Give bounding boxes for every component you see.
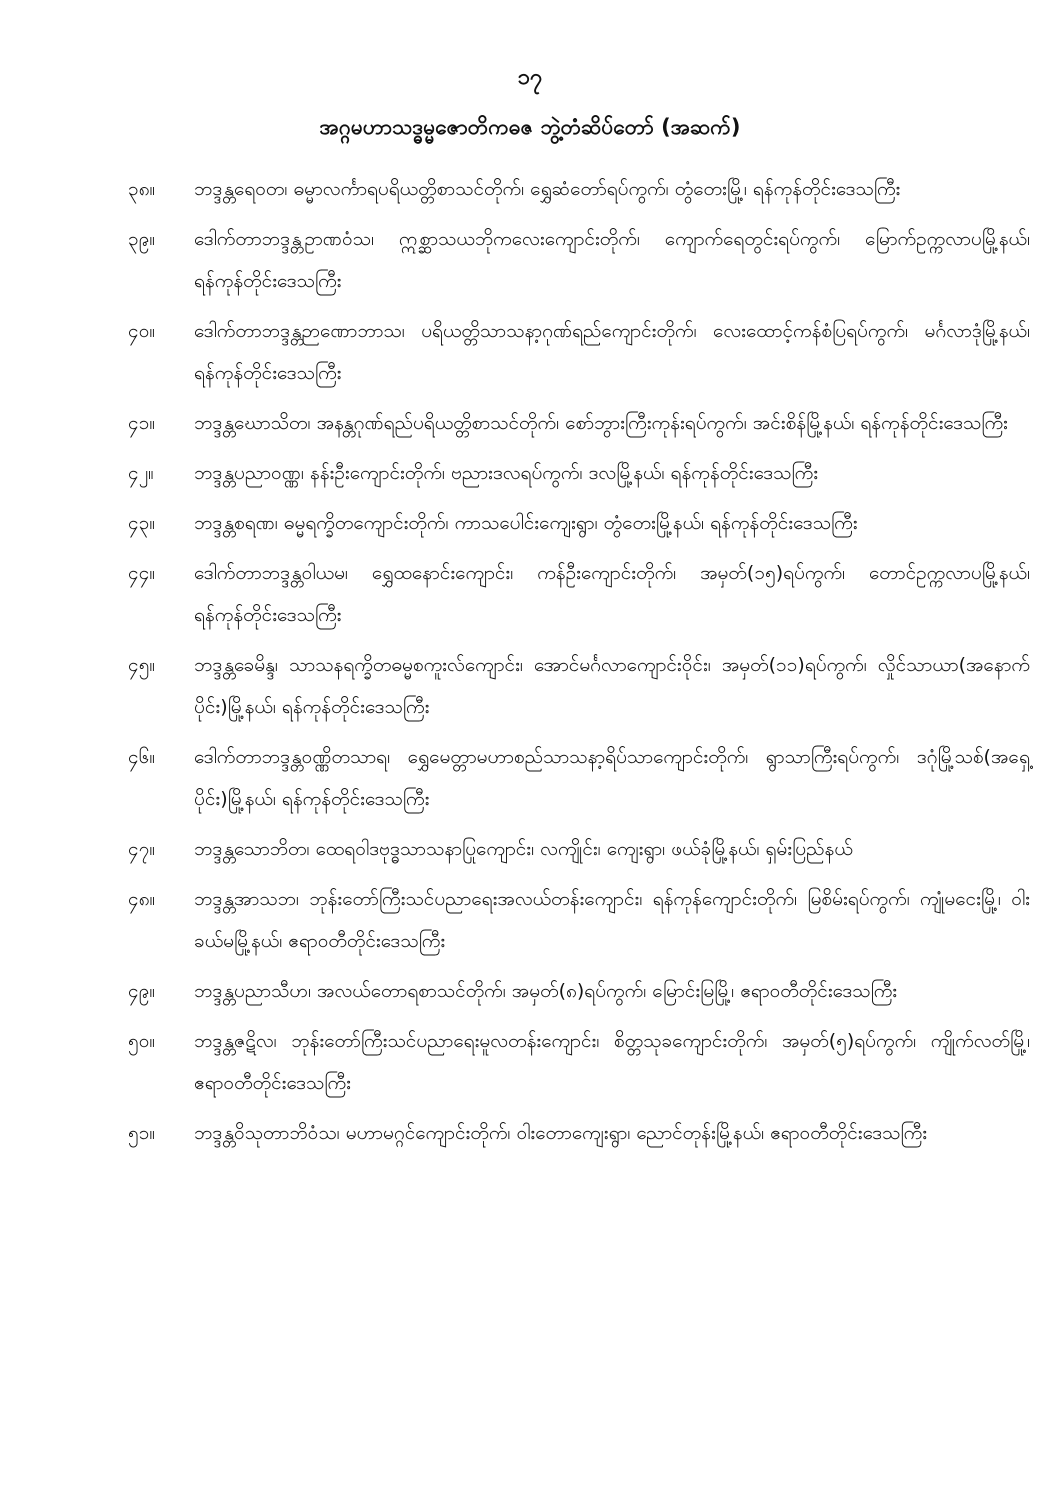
entry-text: ဘဒ္ဒန္တရေဝတ၊ ဓမ္မာလင်္ကာရပရိယတ္တိစာသင်တိုက်၊ ရွှေဆံတော်ရပ်ကွက်၊ တွံတေးမြို့၊ ရန်ကုန်တိုင်းဒေသကြီး — [194, 178, 901, 200]
entry-number: ၄၆။ — [128, 746, 156, 768]
entry-number: ၅၁။ — [128, 1122, 156, 1144]
entry-text: ဘဒ္ဒန္တခေမိန္ဒ၊ သာသနရက္ခိတဓမ္မစကူးလ်ကျောင်း၊ အောင်မင်္ဂလာကျောင်းဝိုင်း၊ အမှတ်(၁၁)ရပ်ကွက်၊ လှိုင်သာယာ(အနောက်ပိုင်း)မြို့နယ်၊ ရန်ကုန်တိုင်းဒေသကြီး — [194, 654, 1030, 718]
entry-number: ၄၃။ — [128, 512, 156, 534]
entry-text: ဘဒ္ဒန္တအာသဘ၊ ဘုန်းတော်ကြီးသင်ပညာရေးအလယ်တန်းကျောင်း၊ ရန်ကုန်ကျောင်းတိုက်၊ မြစိမ်းရပ်ကွက်၊ ကျုံမငေးမြို့၊ ဝါးခယ်မမြို့နယ်၊ ဧရာဝတီတိုင်းဒေသကြီး — [194, 888, 1030, 952]
entry-number: ၄၀။ — [128, 320, 156, 342]
entry-text: ဒေါက်တာဘဒ္ဒန္တဝါယမ၊ ရွှေထနောင်းကျောင်း၊ ကန်ဦးကျောင်းတိုက်၊ အမှတ်(၁၅)ရပ်ကွက်၊ တောင်ဥက္ကလာပမြို့နယ်၊ ရန်ကုန်တိုင်းဒေသကြီး — [194, 562, 1030, 626]
entry-text: ဘဒ္ဒန္တပညာသီဟ၊ အလယ်တောရစာသင်တိုက်၊ အမှတ်(၈)ရပ်ကွက်၊ မြောင်းမြမြို့၊ ဧရာဝတီတိုင်းဒေသကြီး — [194, 980, 898, 1002]
entry-text: ဒေါက်တာဘဒ္ဒန္တဉာဏောဘာသ၊ ပရိယတ္တိသာသနာ့ဂုဏ်ရည်ကျောင်းတိုက်၊ လေးထောင့်ကန်စံပြရပ်ကွက်၊ မင်္ဂလာဒုံမြို့နယ်၊ ရန်ကုန်တိုင်းဒေသကြီး — [194, 320, 1030, 384]
list-item — [128, 1112, 1030, 1154]
list-item — [128, 644, 1030, 728]
entry-number: ၄၈။ — [128, 888, 156, 910]
list-item — [128, 402, 1030, 444]
list-item — [128, 1020, 1030, 1104]
entry-text: ဘဒ္ဒန္တသောဘိတ၊ ထေရဝါဒဗုဒ္ဓသာသနာပြုကျောင်း၊ လကျိုင်း၊ ကျေးရွာ၊ ဖယ်ခုံမြို့နယ်၊ ရှမ်းပြည်နယ် — [194, 838, 853, 860]
entry-list — [128, 168, 1030, 1162]
entry-text: ဘဒ္ဒန္တဝိသုတာဘိဝံသ၊ မဟာမဂ္ဂင်ကျောင်းတိုက်၊ ဝါးတောကျေးရွာ၊ ညောင်တုန်းမြို့နယ်၊ ဧရာဝတီတိုင်းဒေသကြီး — [194, 1122, 928, 1144]
entry-number: ၄၇။ — [128, 838, 156, 860]
list-item — [128, 452, 1030, 494]
list-item — [128, 878, 1030, 962]
entry-text: ဘဒ္ဒန္တဃောသိတ၊ အနန္တဂုဏ်ရည်ပရိယတ္တိစာသင်တိုက်၊ စော်ဘွားကြီးကုန်းရပ်ကွက်၊ အင်းစိန်မြို့နယ်၊ ရန်ကုန်တိုင်းဒေသကြီး — [194, 412, 1008, 434]
list-item — [128, 970, 1030, 1012]
list-item — [128, 552, 1030, 636]
entry-text: ဒေါက်တာဘဒ္ဒန္တဝဏ္ဏိတသာရ၊ ရွှေမေတ္တာမဟာစည်သာသနာ့ရိပ်သာကျောင်းတိုက်၊ ရွာသာကြီးရပ်ကွက်၊ ဒဂုံမြို့သစ်(အရှေ့ပိုင်း)မြို့နယ်၊ ရန်ကုန်တိုင်းဒေသကြီး — [194, 746, 1030, 810]
entry-number: ၄၅။ — [128, 654, 156, 676]
entry-number: ၃၉။ — [128, 228, 156, 250]
list-item — [128, 736, 1030, 820]
page-number: ၁၇ — [517, 65, 543, 90]
entry-text: ဒေါက်တာဘဒ္ဒန္တဥာဏဝံသ၊ ဣစ္ဆာသယဘိုကလေးကျောင်းတိုက်၊ ကျောက်ရေတွင်းရပ်ကွက်၊ မြောက်ဥက္ကလာပမြို့နယ်၊ ရန်ကုန်တိုင်းဒေသကြီး — [194, 228, 1030, 292]
list-item — [128, 828, 1030, 870]
entry-text: ဘဒ္ဒန္တပညာဝဏ္ဏ၊ နန်းဦးကျောင်းတိုက်၊ ဗညားဒလရပ်ကွက်၊ ဒလမြို့နယ်၊ ရန်ကုန်တိုင်းဒေသကြီး — [194, 462, 819, 484]
list-item — [128, 502, 1030, 544]
entry-number: ၅၀။ — [128, 1030, 156, 1052]
entry-number: ၃၈။ — [128, 178, 156, 200]
entry-number: ၄၂။ — [128, 462, 154, 484]
entry-number: ၄၁။ — [128, 412, 156, 434]
list-item — [128, 310, 1030, 394]
entry-number: ၄၉။ — [128, 980, 156, 1002]
entry-text: ဘဒ္ဒန္တဇဋိလ၊ ဘုန်းတော်ကြီးသင်ပညာရေးမူလတန်းကျောင်း၊ စိတ္တသုခကျောင်းတိုက်၊ အမှတ်(၅)ရပ်ကွက်၊ ကျိုက်လတ်မြို့၊ ဧရာဝတီတိုင်းဒေသကြီး — [194, 1030, 1030, 1094]
entry-number: ၄၄။ — [128, 562, 156, 584]
list-item — [128, 168, 1030, 210]
entry-text: ဘဒ္ဒန္တစရဏ၊ ဓမ္မရက္ခိတကျောင်းတိုက်၊ ကာသပေါင်းကျေးရွာ၊ တွံတေးမြို့နယ်၊ ရန်ကုန်တိုင်းဒေသကြီး — [194, 512, 858, 534]
page-title: အဂ္ဂမဟာသဒ္ဓမ္မဇောတိကဓဇ ဘွဲ့တံဆိပ်တော် (အဆက်) — [319, 115, 741, 139]
list-item — [128, 218, 1030, 302]
